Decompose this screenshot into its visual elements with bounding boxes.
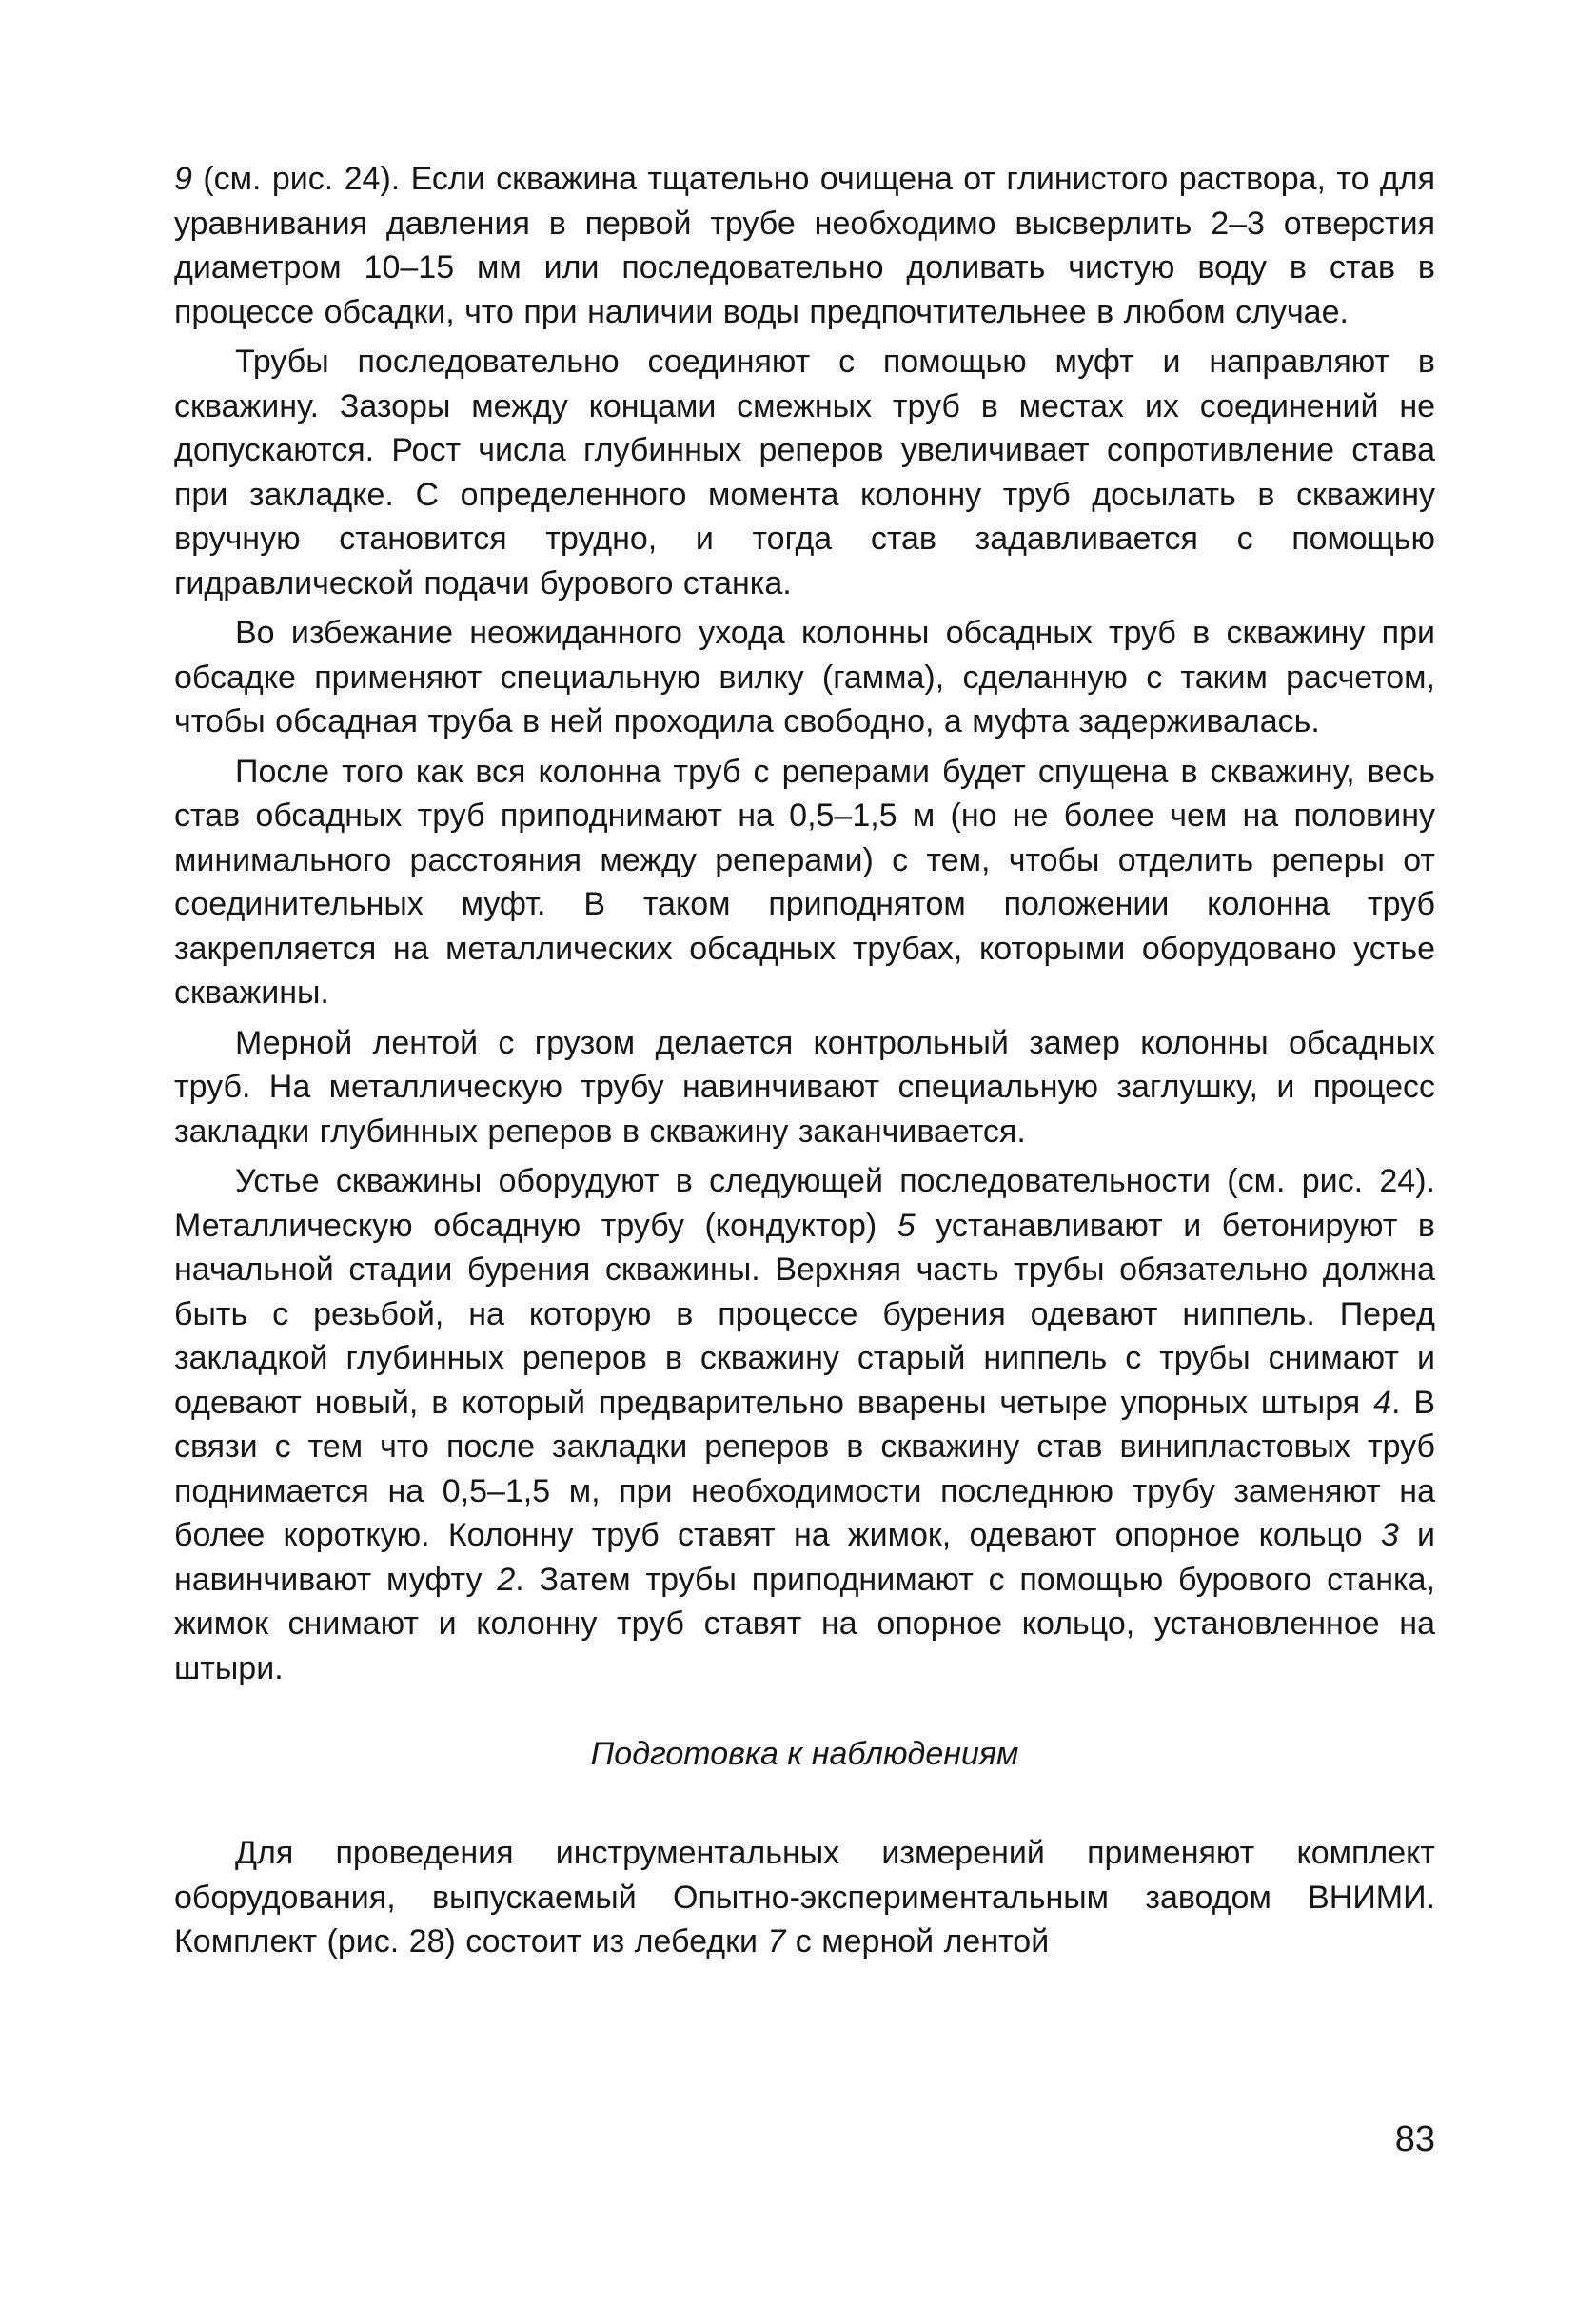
figure-ref-9: 9 [174,161,192,197]
paragraph-5: Мерной лентой с грузом делается контрольный замер колонны обсадных труб. На металлическую трубу навинчивают специальную заглушку, и процесс закладки глубинных реперов в скважину заканчивается. [174,1024,1435,1150]
figure-ref-7: 7 [767,1923,786,1960]
paragraph-6-text-2: устанавливают и бетонируют в начальной стадии бурения скважины. Верхняя часть трубы обязательно должна быть с резьбой, на которую в процессе бурения одевают ниппель. Перед закладкой глубинных реперов в скважину старый ниппель с трубы снимают и одевают новый, в который предварительно вварены четыре упорных штыря [174,1207,1435,1421]
paragraph-7-text-1: Для проведения инструментальных измерений применяют комплект оборудования, выпускаемый Опытно-экспериментальным заводом ВНИМИ. Комплект (рис. 28) состоит из лебедки [174,1835,1435,1960]
paragraph-4: После того как вся колонна труб с реперами будет спущена в скважину, весь став обсадных труб приподнимают на 0,5–1,5 м (но не более чем на половину минимального расстояния между реперами) с тем, чтобы отделить реперы от соединительных муфт. В таком приподнятом положении колонна труб закрепляется на металлических обсадных трубах, которыми оборудовано устье скважины. [174,753,1435,1011]
paragraph-7-text-2: с мерной лентой [785,1923,1050,1960]
page-body [174,157,1435,1964]
figure-ref-4: 4 [1373,1384,1391,1421]
paragraph-6-text-4: и навинчивают муфту [174,1517,1435,1598]
page-number: 83 [1394,2119,1435,2159]
paragraph-7 [174,1831,1435,1964]
figure-ref-3: 3 [1380,1517,1399,1553]
paragraph-6-text-3: . В связи с тем что после закладки реперов в скважину став винипластовых труб поднимается на 0,5–1,5 м, при необходимости последнюю трубу заменяют на более короткую. Колонну труб ставят на жимок, одевают опорное кольцо [174,1384,1435,1553]
paragraph-6-text-5: . Затем трубы приподнимают с помощью бурового станка, жимок снимают и колонну труб ставят на опорное кольцо, установленное на штыри. [174,1561,1436,1686]
paragraph-2: Трубы последовательно соединяют с помощью муфт и направляют в скважину. Зазоры между концами смежных труб в местах их соединений не допускаются. Рост числа глубинных реперов увеличивает сопротивление става при закладке. С определенного момента колонну труб досылать в скважину вручную становится трудно, и тогда став задавливается с помощью гидравлической подачи бурового станка. [174,344,1435,601]
paragraph-6-text-1: Устье скважины оборудуют в следующей последовательности (см. рис. 24). Металлическую обсадную трубу (кондуктор) [174,1163,1435,1244]
paragraph-6 [174,1159,1435,1690]
paragraph-1-text: (см. рис. 24). Если скважина тщательно очищена от глинистого раствора, то для уравнивания давления в первой трубе необходимо высверлить 2–3 отверстия диаметром 10–15 мм или последовательно доливать чистую воду в став в процессе обсадки, что при наличии воды предпочтительнее в любом случае. [174,161,1435,330]
figure-ref-2: 2 [497,1561,516,1598]
section-heading: Подготовка к наблюдениям [590,1736,1019,1772]
figure-ref-5: 5 [897,1207,916,1244]
paragraph-1 [174,157,1435,334]
paragraph-3: Во избежание неожиданного ухода колонны обсадных труб в скважину при обсадке применяют специальную вилку (гамма), сделанную с таким расчетом, чтобы обсадная труба в ней проходила свободно, а муфта задерживалась. [174,615,1435,739]
